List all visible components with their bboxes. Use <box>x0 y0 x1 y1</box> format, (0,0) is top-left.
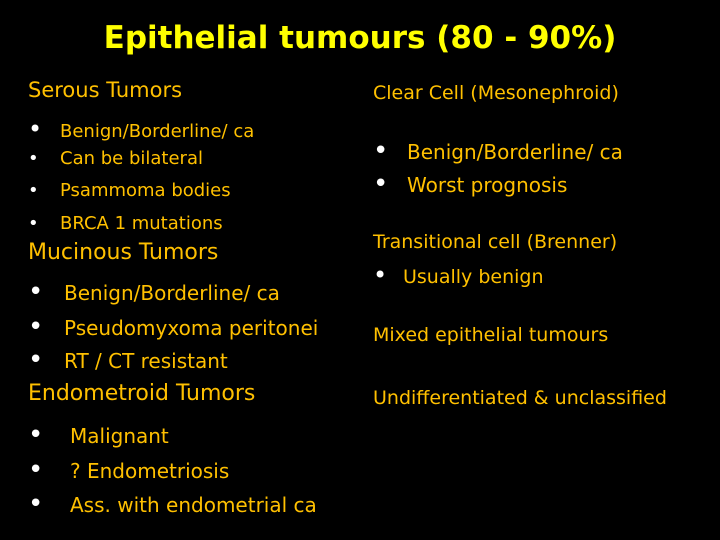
mucinous-item <box>28 345 228 375</box>
clear-cell-item <box>373 136 623 166</box>
bullet-icon: • <box>28 489 44 519</box>
bullet-icon: • <box>28 455 44 485</box>
serous-item-text: Psammoma bodies <box>60 180 231 201</box>
transitional-item-text: Usually benign <box>403 266 544 288</box>
bullet-icon: • <box>373 261 388 289</box>
bullet-icon: • <box>28 345 44 375</box>
endometroid-item-text: Malignant <box>70 424 169 448</box>
transitional-heading: Transitional cell (Brenner) <box>373 231 618 253</box>
endometroid-item <box>28 489 317 519</box>
transitional-item <box>373 261 544 289</box>
endometroid-item <box>28 420 169 450</box>
bullet-icon: • <box>28 115 43 143</box>
serous-item <box>28 148 203 169</box>
clear-cell-item <box>373 169 567 199</box>
mucinous-heading: Mucinous Tumors <box>28 240 219 265</box>
slide-title-main: Epithelial tumours <box>103 20 426 56</box>
bullet-icon: • <box>28 277 44 307</box>
mucinous-item <box>28 277 280 307</box>
mucinous-item-text: Benign/Borderline/ ca <box>64 281 280 305</box>
mucinous-item-text: RT / CT resistant <box>64 349 228 373</box>
endometroid-item <box>28 455 229 485</box>
bullet-icon: • <box>28 420 44 450</box>
serous-item <box>28 180 231 201</box>
bullet-icon: • <box>28 312 44 342</box>
clear-cell-item-text: Worst prognosis <box>407 173 568 197</box>
serous-heading: Serous Tumors <box>28 78 183 102</box>
bullet-icon: • <box>28 180 39 201</box>
mixed-heading: Mixed epithelial tumours <box>373 324 609 346</box>
serous-item <box>28 115 254 143</box>
mucinous-item <box>28 312 318 342</box>
endometroid-item-text: ? Endometriosis <box>70 459 230 483</box>
serous-item-text: BRCA 1 mutations <box>60 213 223 234</box>
bullet-icon: • <box>28 148 39 169</box>
bullet-icon: • <box>373 136 389 166</box>
serous-item-text: Can be bilateral <box>60 148 203 169</box>
slide-title-percent: (80 - 90%) <box>425 20 617 56</box>
serous-item-text: Benign/Borderline/ ca <box>60 121 255 142</box>
mucinous-item-text: Pseudomyxoma peritonei <box>64 316 319 340</box>
serous-item <box>28 213 223 234</box>
bullet-icon: • <box>28 213 39 234</box>
bullet-icon: • <box>373 169 389 199</box>
clear-cell-heading: Clear Cell (Mesonephroid) <box>373 82 619 104</box>
undifferentiated-heading: Undifferentiated & unclassified <box>373 387 667 409</box>
endometroid-item-text: Ass. with endometrial ca <box>70 493 317 517</box>
endometroid-heading: Endometroid Tumors <box>28 381 256 406</box>
clear-cell-item-text: Benign/Borderline/ ca <box>407 140 623 164</box>
slide-title <box>0 20 720 56</box>
